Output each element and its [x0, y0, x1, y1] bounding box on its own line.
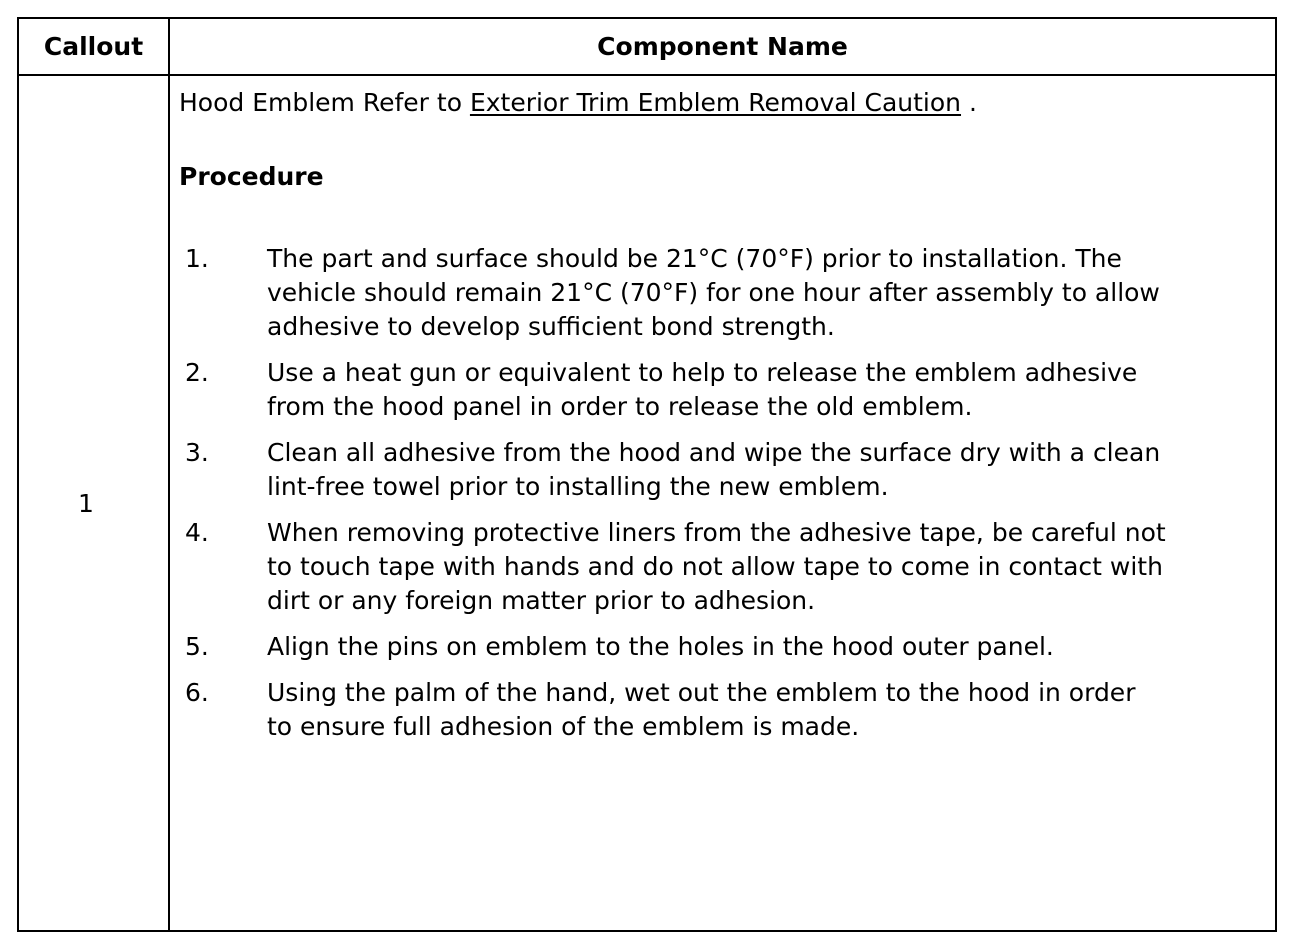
procedure-step — [179, 436, 1269, 504]
callout-cell — [19, 76, 168, 930]
procedure-step — [179, 676, 1269, 744]
procedure-steps — [179, 242, 1269, 756]
column-divider — [168, 19, 170, 930]
step-number: 2. — [185, 358, 209, 387]
step-text: The part and surface should be 21°C (70°F) prior to installation. The vehicle should remain 21°C (70°F) for one hour after assembly to allow adhesive to develop sufficient bond strength. — [267, 244, 1160, 341]
step-number: 3. — [185, 438, 209, 467]
step-text: When removing protective liners from the adhesive tape, be careful not to touch tape with hands and do not allow tape to come in contact with dirt or any foreign matter prior to adhesion. — [267, 518, 1166, 615]
step-text: Using the palm of the hand, wet out the emblem to the hood in order to ensure full adhesion of the emblem is made. — [267, 678, 1136, 741]
intro-suffix: . — [961, 88, 977, 117]
procedure-step — [179, 516, 1269, 618]
header-callout: Callout — [43, 32, 144, 61]
step-number: 1. — [185, 244, 209, 273]
table-header-row — [19, 19, 1275, 76]
procedure-step — [179, 630, 1269, 664]
step-number: 6. — [185, 678, 209, 707]
intro-text: Hood Emblem Refer to — [179, 88, 470, 117]
procedure-heading: Procedure — [179, 162, 324, 191]
step-text: Use a heat gun or equivalent to help to release the emblem adhesive from the hood panel in order to release the old emblem. — [267, 358, 1138, 421]
emblem-removal-caution-link[interactable]: Exterior Trim Emblem Removal Caution — [469, 88, 962, 117]
component-table — [17, 17, 1277, 932]
header-component-name: Component Name — [597, 32, 848, 61]
procedure-step — [179, 356, 1269, 424]
intro-line — [179, 88, 977, 117]
step-text: Align the pins on emblem to the holes in the hood outer panel. — [267, 632, 1054, 661]
step-number: 4. — [185, 518, 209, 547]
step-number: 5. — [185, 632, 209, 661]
callout-number: 1 — [78, 489, 94, 518]
procedure-step — [179, 242, 1269, 344]
step-text: Clean all adhesive from the hood and wipe the surface dry with a clean lint-free towel prior to installing the new emblem. — [267, 438, 1161, 501]
